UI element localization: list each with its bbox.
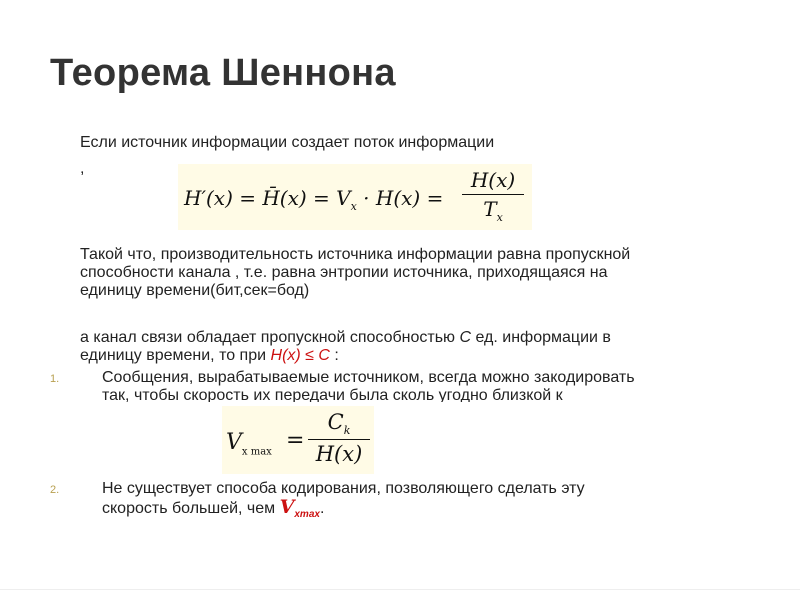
item1-line1: Сообщения, вырабатываемые источником, всегда можно закодировать xyxy=(102,369,635,386)
item2-end: . xyxy=(319,500,325,517)
item2-text: скорость большей, чем xyxy=(102,500,276,517)
formula1-sub-x: x xyxy=(350,200,357,213)
bullet-text-3-line1: Такой что, производительность источника информации равна пропускной xyxy=(80,246,631,263)
formula2-eq: = xyxy=(286,428,305,453)
formula1-lhs: H′(x) = H̄(x) = V xyxy=(184,186,351,210)
bullet4-text-a: а канал связи обладает пропускной способностью xyxy=(80,329,456,346)
formula2-numerator: C xyxy=(327,410,344,434)
formula-max-rate xyxy=(222,406,374,474)
formula1-denominator: T xyxy=(483,197,497,221)
bullet4-c: C xyxy=(459,329,472,346)
formula1-den-sub: x xyxy=(496,211,503,224)
formula-entropy-rate xyxy=(178,164,532,230)
item2-line2 xyxy=(102,498,324,524)
bullet-text-3-line2: способности канала , т.е. равна энтропии источника, приходящаяся на xyxy=(80,264,608,281)
bullet-text-3-line3: единицу времени(бит,сек=бод) xyxy=(80,282,310,299)
bullet-text-4-line1 xyxy=(80,329,611,347)
formula1-mid: · H(x) = xyxy=(363,186,444,210)
item2-v-sub: xmax xyxy=(294,509,320,521)
bullet4-text-d: : xyxy=(334,347,339,364)
bullet4-text-c: единицу времени, то при xyxy=(80,347,267,364)
bullet4-condition: H(x) ≤ C xyxy=(270,347,330,364)
slide-title: Теорема Шеннона xyxy=(50,52,396,94)
bullet-text-2: , xyxy=(80,160,85,177)
bullet-text-1: Если источник информации создает поток информации xyxy=(80,134,495,151)
slide-bottom-bar xyxy=(0,589,800,600)
bullet-text-4-line2 xyxy=(80,347,339,365)
formula2-denominator: H(x) xyxy=(315,442,363,467)
list-number-2: 2. xyxy=(50,484,60,496)
bullet4-text-b: ед. информации в xyxy=(475,329,611,346)
formula2-lhs-sub: x max xyxy=(241,446,272,458)
item2-v: V xyxy=(279,496,295,518)
formula2-num-sub: k xyxy=(343,424,351,438)
item2-line1: Не существует способа кодирования, позволяющего сделать эту xyxy=(102,480,585,497)
list-number-1: 1. xyxy=(50,373,60,385)
formula2-lhs: V xyxy=(226,430,242,455)
formula1-numerator: H(x) xyxy=(462,168,524,195)
item1-line2: так, чтобы скорость их передачи была сколь угодно близкой к xyxy=(102,387,563,402)
